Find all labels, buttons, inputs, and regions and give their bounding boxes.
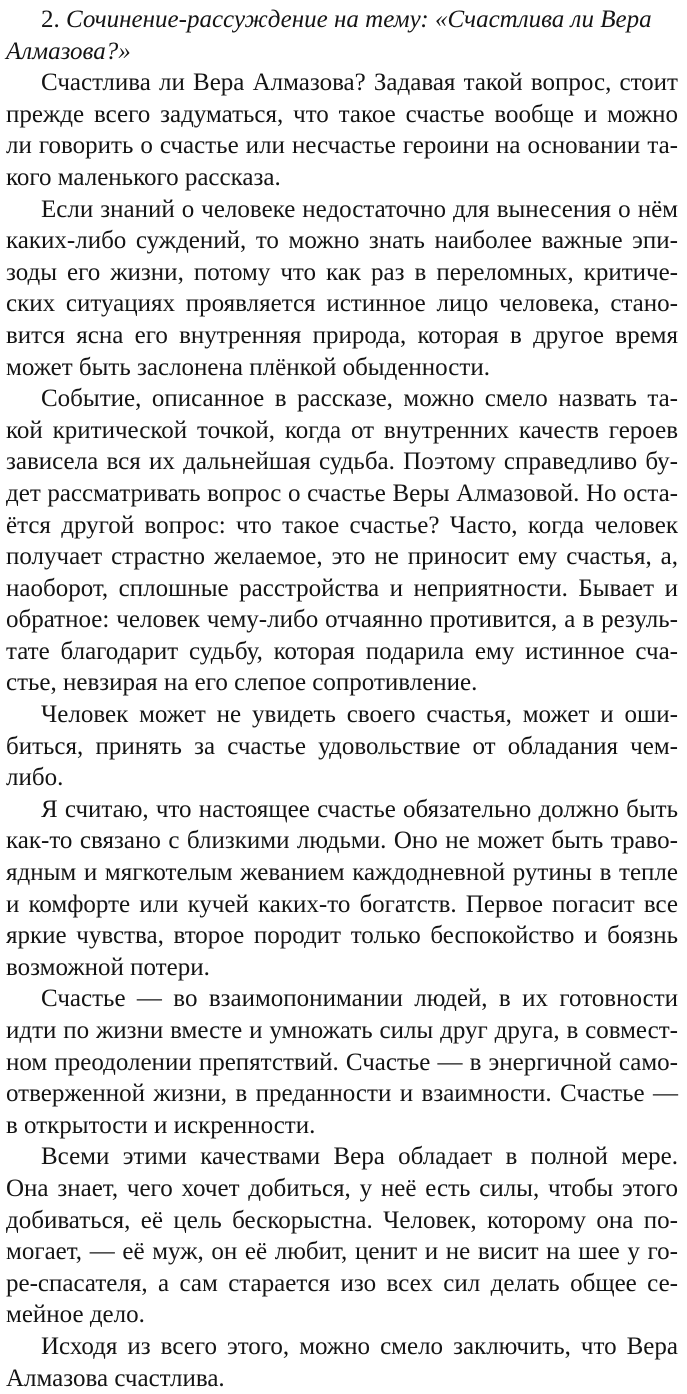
paragraph-line: и комфорте или кучей каких-то богатств. Первое погасит все	[6, 890, 678, 918]
essay-paragraph	[6, 983, 678, 1141]
paragraph-line: Если знаний о человеке недостаточно для вынесения о нём	[41, 195, 678, 223]
paragraph-line: биться, принять за счастье удовольствие от обладания чем-	[6, 732, 678, 760]
essay-paragraph	[6, 383, 678, 699]
paragraph-line: ских ситуациях проявляется истинное лицо человека, стано-	[6, 290, 678, 318]
paragraph-line: наоборот, сплошные расстройства и неприятности. Бывает и	[6, 574, 678, 602]
paragraph-line: Всеми этими качествами Вера обладает в полной мере.	[41, 1143, 678, 1171]
paragraph-line: в открытости и искренности.	[6, 1111, 316, 1139]
paragraph-line: зависела вся их дальнейшая судьба. Поэтому справедливо бу-	[6, 448, 678, 476]
essay-paragraph	[6, 1331, 678, 1394]
paragraph-line: получает страстно желаемое, это не приносит ему счастья, а,	[6, 543, 678, 571]
heading-title-line-2: Алмазова?»	[6, 37, 131, 65]
essay-paragraph	[6, 699, 678, 794]
paragraph-line: кого маленького рассказа.	[6, 163, 281, 191]
paragraph-line: ётся другой вопрос: что такое счастье? Часто, когда человек	[6, 511, 678, 539]
paragraph-line: вится ясна его внутренняя природа, которая в другое время	[6, 321, 678, 349]
paragraph-line: Я считаю, что настоящее счастье обязательно должно быть	[41, 795, 678, 823]
paragraph-line: тате благодарит судьбу, которая подарила ему истинное сча-	[6, 637, 678, 665]
paragraph-line: отверженной жизни, в преданности и взаимности. Счастье —	[6, 1080, 678, 1108]
paragraph-line: ре-спасателя, а сам старается изо всех сил делать общее се-	[6, 1269, 678, 1297]
paragraph-line: Она знает, чего хочет добиться, у неё есть силы, чтобы этого	[6, 1174, 678, 1202]
paragraph-line: кой критической точкой, когда от внутренних качеств героев	[6, 416, 678, 444]
paragraph-line: может быть заслонена плёнкой обыденности.	[6, 353, 490, 381]
paragraph-line: Исходя из всего этого, можно смело заключить, что Вера	[41, 1332, 678, 1360]
paragraph-line: либо.	[6, 764, 64, 792]
paragraph-line: обратное: человек чему-либо отчаянно противится, а в резуль-	[6, 606, 678, 634]
paragraph-line: мейное дело.	[6, 1301, 145, 1329]
essay-heading-cont	[6, 36, 678, 68]
essay-paragraph	[6, 1141, 678, 1331]
paragraph-line: как-то связано с близкими людьми. Оно не может быть траво-	[6, 827, 678, 855]
paragraph-line: каких-либо суждений, то можно знать наиболее важные эпи-	[6, 227, 678, 255]
paragraph-line: Счастье — во взаимопонимании людей, в их готовности	[41, 985, 678, 1013]
paragraph-line: ли говорить о счастье или несчастье героини на основании та-	[6, 132, 678, 160]
paragraph-line: Событие, описанное в рассказе, можно смело назвать та-	[41, 385, 678, 413]
paragraph-line: ном преодолении препятствий. Счастье — в энергичной само-	[6, 1048, 678, 1076]
paragraph-line: Счастлива ли Вера Алмазова? Задавая такой вопрос, стоит	[41, 69, 678, 97]
heading-number: 2.	[41, 6, 60, 33]
paragraph-line: ядным и мягкотелым жеванием каждодневной рутины в тепле	[6, 859, 678, 887]
paragraph-line: зоды его жизни, потому что как раз в переломных, критиче-	[6, 258, 678, 286]
paragraph-line: идти по жизни вместе и умножать силы друг друга, в совмест-	[6, 1017, 678, 1044]
paragraph-line: стье, невзирая на его слепое сопротивление.	[6, 669, 478, 697]
paragraph-line: дет рассматривать вопрос о счастье Веры Алмазовой. Но оста-	[6, 479, 678, 507]
paragraph-line: Алмазова счастлива.	[6, 1364, 225, 1392]
paragraph-line: возможной потери.	[6, 953, 210, 981]
paragraph-line: могает, — её муж, он её любит, ценит и не висит на шее у го-	[6, 1238, 678, 1266]
essay-paragraph	[6, 67, 678, 193]
paragraph-line: Человек может не увидеть своего счастья, может и оши-	[41, 701, 678, 729]
essay-paragraph	[6, 794, 678, 984]
heading-title-line-1: Сочинение-рассуждение на тему: «Счастлива ли Вера	[66, 6, 652, 33]
essay-paragraph	[6, 194, 678, 384]
paragraph-line: прежде всего задуматься, что такое счастье вообще и можно	[6, 100, 678, 128]
paragraph-line: добиваться, её цель бескорыстна. Человек, которому она по-	[6, 1206, 678, 1234]
essay-body	[6, 67, 678, 1394]
essay-heading	[6, 4, 678, 36]
paragraph-line: яркие чувства, второе породит только беспокойство и боязнь	[6, 922, 678, 950]
